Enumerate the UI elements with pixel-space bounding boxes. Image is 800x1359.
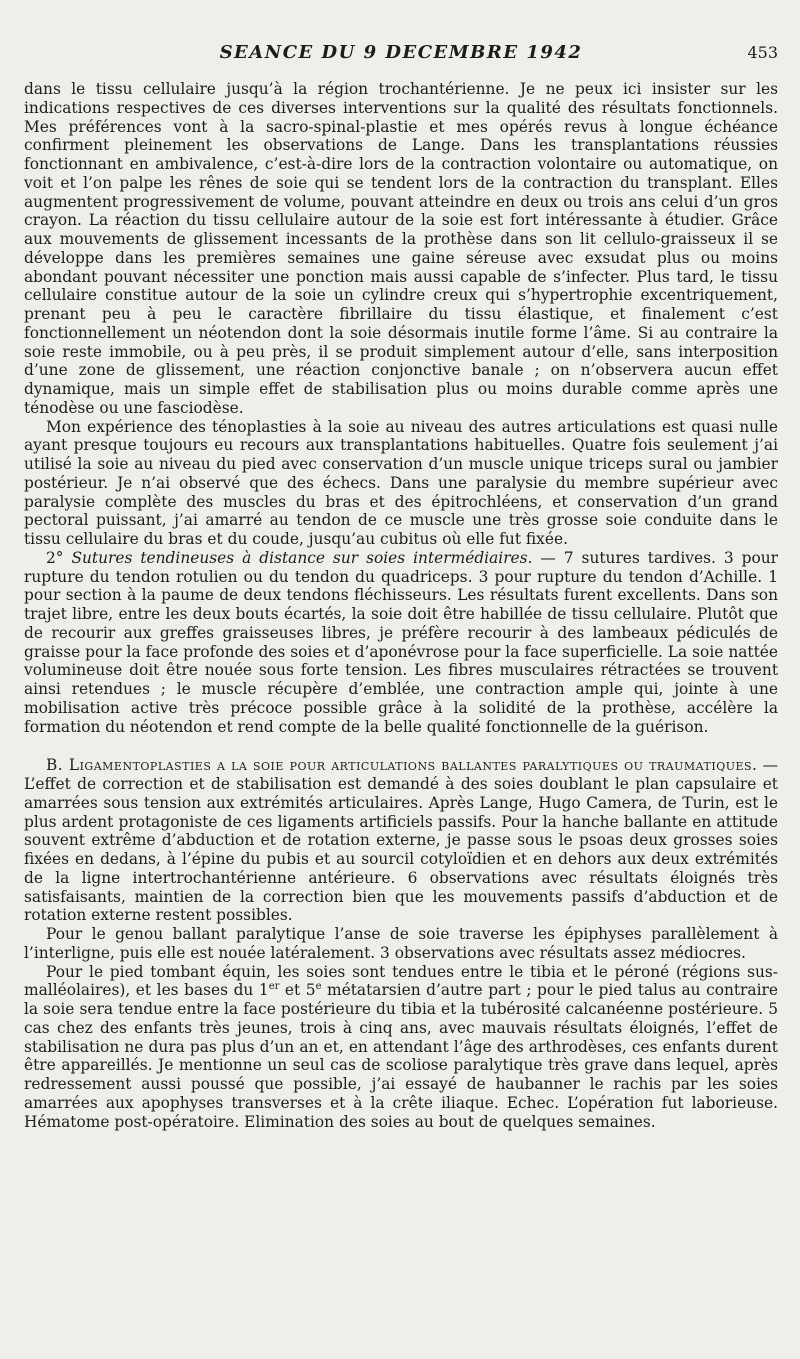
section-heading: B. Ligamentoplasties a la soie pour articulations ballantes paralytiques ou traumatiques. (46, 756, 758, 775)
paragraph-2: Mon expérience des ténoplasties à la soie au niveau des autres articulations est quasi nulle ayant presque toujours eu recours aux transplantations habituelles. Quatre fois seulement j’ai utilisé la soie au niveau du pied avec conservation d’un muscle unique triceps sural ou jambier postérieur. Je n’ai observé que des échecs. Dans une paralysie du membre supérieur avec paralysie complète des muscles du bras et des épitrochléens, et conservation d’un grand pectoral puissant, j’ai amarré au tendon de ce muscle une très grosse soie conduite dans le tissu cellulaire du bras et du coude, jusqu’au cubitus où elle fut fixée. (24, 417, 778, 548)
article-body (24, 80, 778, 1131)
paragraph-4 (24, 756, 778, 925)
paragraph-3 (24, 549, 778, 737)
paragraph-6-part-c: métatarsien d’autre part ; pour le pied talus au contraire la soie sera tendue entre la face postérieure du tibia et la tubérosité calcanéenne postérieure. 5 cas chez des enfants très jeunes, trois à cinq ans, avec mauvais résultats éloignés, l’effet de stabilisation ne dura pas plus d’un an et, en attendant l’âge des arthrodèses, ces enfants durent être appareillés. Je mentionne un seul cas de scoliose paralytique très grave dans lequel, après redressement aussi poussé que possible, j’ai essayé de haubanner le rachis par les soies amarrées aux apophyses transverses et à la crête iliaque. Echec. L’opération fut laborieuse. Hématome post-opératoire. Elimination des soies au bout de quelques semaines. (24, 981, 778, 1131)
page-number: 453 (747, 43, 778, 62)
running-head (24, 40, 778, 68)
superscript-e: e (315, 981, 322, 993)
paragraph-6-part-b: et 5 (279, 981, 316, 1000)
item-number: 2° (46, 548, 72, 567)
paragraph-6 (24, 963, 778, 1132)
superscript-er: er (268, 981, 280, 993)
paragraph-5: Pour le genou ballant paralytique l’anse de soie traverse les épiphyses parallèlement à l’interligne, puis elle est nouée latéralement. 3 observations avec résultats assez médiocres. (24, 925, 778, 962)
paragraph-1: dans le tissu cellulaire jusqu’à la région trochantérienne. Je ne peux ici insister sur les indications respectives de ces diverses interventions sur la qualité des résultats fonctionnels. Mes préférences vont à la sacro-spinal-plastie et mes opérés revus à longue échéance confirment pleinement les observations de Lange. Dans les transplantations réussies fonctionnant en ambivalence, c’est-à-dire lors de la contraction volontaire ou automatique, on voit et l’on palpe les rênes de soie qui se tendent lors de la contraction du transplant. Elles augmentent progressivement de volume, pouvant atteindre en deux ou trois ans celui d’un gros crayon. La réaction du tissu cellulaire autour de la soie est fort intéressante à étudier. Grâce aux mouvements de glissement incessants de la prothèse dans son lit cellulo-graisseux il se développe dans les premières semaines une gaine séreuse avec exsudat plus ou moins abondant pouvant nécessiter une ponction mais aussi capable de s’infecter. Plus tard, le tissu cellulaire constitue autour de la soie un cylindre creux qui s’hypertrophie excentriquement, prenant peu à peu le caractère fibrillaire du tissu élastique, et finalement c’est fonctionnellement un néotendon dont la soie désormais inutile forme l’âme. Si au contraire la soie reste immobile, ou à peu près, il se produit simplement autour d’elle, sans interposition d’une zone de glissement, une réaction conjonctive banale ; on n’observera aucun effet dynamique, mais un simple effet de stabilisation plus ou moins durable comme après une ténodèse ou une fasciodèse. (24, 80, 778, 417)
running-title: SEANCE DU 9 DECEMBRE 1942 (219, 42, 583, 63)
subsection-heading: Sutures tendineuses à distance sur soies intermédiaires. (71, 548, 533, 567)
paragraph-6-part-a: Pour le pied tombant équin, les soies sont tendues entre le tibia et le péroné (régions sus-malléolaires), et les bases du 1 (24, 962, 778, 1000)
paragraph-4-text: — L’effet de correction et de stabilisation est demandé à des soies doublant le plan capsulaire et amarrées sous tension aux extrémités articulaires. Après Lange, Hugo Camera, de Turin, est le plus ardent protagoniste de ces ligaments artificiels passifs. Pour la hanche ballante en attitude souvent extrême d’abduction et de rotation externe, je passe sous le psoas deux grosses soies fixées en dedans, à l’épine du pubis et au sourcil cotyloïdien et en dehors aux deux extrémités de la ligne intertrochantérienne antérieure. 6 observations avec résultats éloignés très satisfaisants, maintien de la correction bien que les mouvements passifs d’abduction et de rotation externe restent possibles. (24, 756, 778, 925)
paragraph-3-text: — 7 sutures tardives. 3 pour rupture du tendon rotulien ou du tendon du quadriceps. 3 pour rupture du tendon d’Achille. 1 pour section à la paume de deux tendons fléchisseurs. Les résultats furent excellents. Dans son trajet libre, entre les deux bouts écartés, la soie doit être habillée de tissu cellulaire. Plutôt que de recourir aux greffes graisseuses libres, je préfère recourir à des lambeaux pédiculés de graisse pour la face profonde des soies et d’aponévrose pour la face superficielle. La soie nattée volumineuse doit être nouée sous forte tension. Les fibres musculaires rétractées se trouvent ainsi retendues ; le muscle récupère d’emblée, une contraction ample qui, jointe à une mobilisation active très précoce possible grâce à la solidité de la prothèse, accélère la formation du néotendon et rend compte de la belle qualité fonctionnelle de la guérison. (24, 548, 778, 736)
